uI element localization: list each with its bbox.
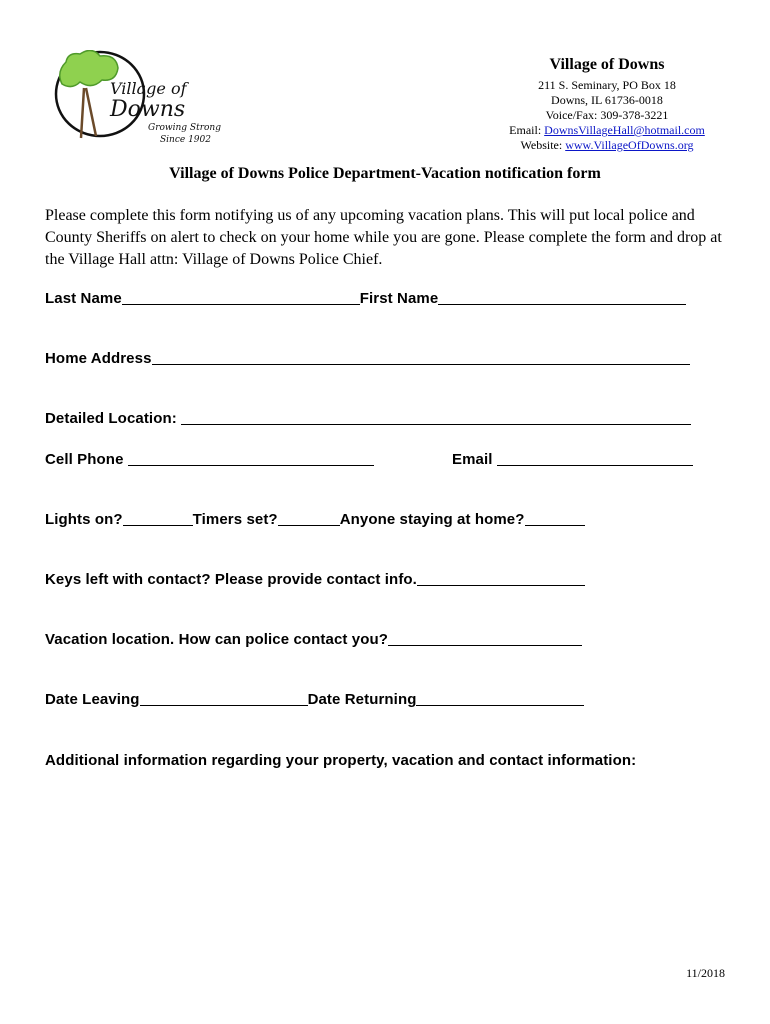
date-returning-field[interactable] [416, 691, 584, 706]
vacation-location-field[interactable] [388, 631, 582, 646]
first-name-label: First Name [359, 290, 439, 307]
name-row [45, 290, 686, 307]
form-intro: Please complete this form notifying us of any upcoming vacation plans. This will put local police and County Sheriffs on alert to check on your home while you are gone. Please complete the form and drop at the Village Hall attn: Village of Downs Police Chief. [45, 207, 722, 268]
anyone-home-field[interactable] [525, 511, 585, 526]
home-address-field[interactable] [152, 350, 690, 365]
anyone-home-label: Anyone staying at home? [339, 511, 525, 528]
website-link[interactable]: www.VillageOfDowns.org [565, 138, 694, 152]
website-line [470, 138, 744, 153]
contact-header [470, 56, 744, 153]
form-title: Village of Downs Police Department-Vacation notification form [169, 165, 601, 182]
logo-line1: Village of [110, 79, 187, 98]
email-row [452, 451, 693, 468]
email-field-label: Email [452, 451, 497, 468]
logo-tagline1: Growing Strong [148, 123, 221, 133]
cell-phone-field[interactable] [128, 451, 374, 466]
detailed-location-row [45, 410, 691, 427]
additional-info-row [45, 752, 636, 769]
date-leaving-label: Date Leaving [45, 691, 140, 708]
lights-on-label: Lights on? [45, 511, 123, 528]
keys-left-field[interactable] [417, 571, 585, 586]
keys-left-label: Keys left with contact? Please provide contact info. [45, 571, 417, 588]
phone-line: Voice/Fax: 309-378-3221 [545, 108, 669, 122]
logo-line2: Downs [110, 97, 186, 122]
date-leaving-field[interactable] [140, 691, 308, 706]
cell-phone-label: Cell Phone [45, 451, 128, 468]
date-returning-label: Date Returning [307, 691, 417, 708]
last-name-field[interactable] [122, 290, 360, 305]
detailed-location-label: Detailed Location: [45, 410, 182, 427]
home-status-row [45, 511, 585, 528]
detailed-location-field[interactable] [181, 410, 691, 425]
email-link[interactable]: DownsVillageHall@hotmail.com [544, 123, 705, 137]
lights-on-field[interactable] [123, 511, 193, 526]
logo-tagline2: Since 1902 [160, 135, 211, 145]
additional-info-label: Additional information regarding your property, vacation and contact information: [45, 752, 637, 769]
first-name-field[interactable] [438, 290, 686, 305]
home-address-row [45, 350, 690, 367]
email-field[interactable] [497, 451, 693, 466]
city-line: Downs, IL 61736-0018 [551, 93, 663, 107]
timers-set-label: Timers set? [192, 511, 278, 528]
home-address-label: Home Address [45, 350, 152, 367]
village-logo [48, 50, 228, 150]
keys-row [45, 571, 585, 588]
website-label: Website: [520, 138, 566, 152]
email-label: Email: [509, 123, 545, 137]
vacation-location-row [45, 631, 582, 648]
last-name-label: Last Name [45, 290, 122, 307]
email-line [470, 123, 744, 138]
org-name: Village of Downs [549, 56, 665, 73]
tree-logo-icon [48, 50, 228, 150]
dates-row [45, 691, 584, 708]
vacation-location-label: Vacation location. How can police contact you? [45, 631, 388, 648]
revision-date: 11/2018 [686, 966, 725, 980]
cell-phone-row [45, 451, 374, 468]
timers-set-field[interactable] [278, 511, 340, 526]
address-line: 211 S. Seminary, PO Box 18 [538, 78, 676, 92]
